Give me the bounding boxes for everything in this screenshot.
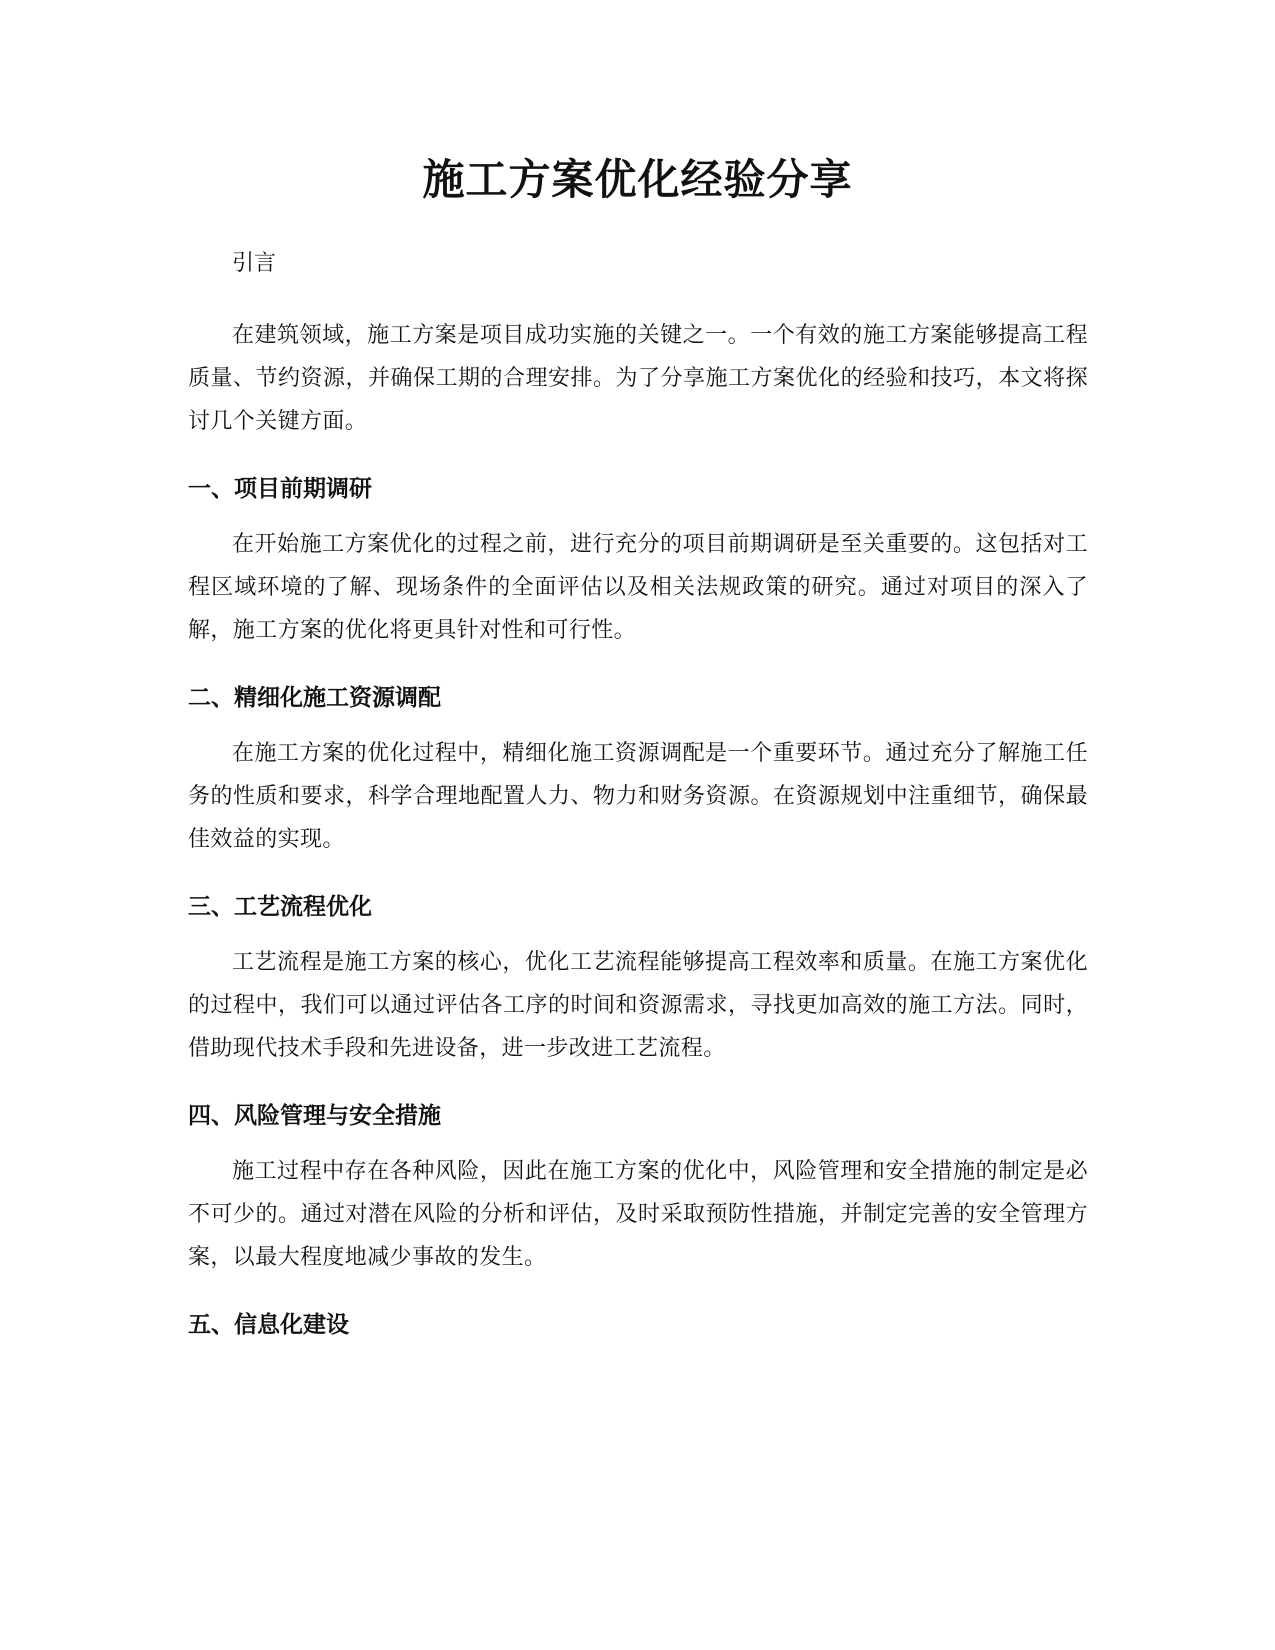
section-paragraph: 在开始施工方案优化的过程之前，进行充分的项目前期调研是至关重要的。这包括对工程区域环境的了解、现场条件的全面评估以及相关法规政策的研究。通过对项目的深入了解，施工方案的优化将更具针对性和可行性。: [188, 532, 1088, 643]
section-heading: 五、信息化建设: [188, 1312, 349, 1338]
section-paragraph: 施工过程中存在各种风险，因此在施工方案的优化中，风险管理和安全措施的制定是必不可少的。通过对潜在风险的分析和评估，及时采取预防性措施，并制定完善的安全管理方案，以最大程度地减少事故的发生。: [188, 1159, 1088, 1270]
intro-label: 引言: [232, 251, 277, 276]
section-risk: [188, 1094, 1088, 1279]
section-heading: 一、项目前期调研: [188, 476, 372, 502]
section-informatization: [188, 1303, 1088, 1347]
document-body: [188, 242, 1088, 1359]
section-paragraph: 工艺流程是施工方案的核心，优化工艺流程能够提高工程效率和质量。在施工方案优化的过程中，我们可以通过评估各工序的时间和资源需求，寻找更加高效的施工方法。同时，借助现代技术手段和先进设备，进一步改进工艺流程。: [188, 950, 1088, 1061]
section-paragraph: 在施工方案的优化过程中，精细化施工资源调配是一个重要环节。通过充分了解施工任务的性质和要求，科学合理地配置人力、物力和财务资源。在资源规划中注重细节，确保最佳效益的实现。: [188, 741, 1088, 852]
intro-paragraph: 在建筑领域，施工方案是项目成功实施的关键之一。一个有效的施工方案能够提高工程质量、节约资源，并确保工期的合理安排。为了分享施工方案优化的经验和技巧，本文将探讨几个关键方面。: [188, 323, 1088, 434]
section-heading: 二、精细化施工资源调配: [188, 685, 441, 711]
document-title: 施工方案优化经验分享: [422, 155, 853, 204]
section-process: [188, 885, 1088, 1070]
section-research: [188, 467, 1088, 652]
section-resources: [188, 676, 1088, 861]
section-heading: 四、风险管理与安全措施: [188, 1103, 441, 1129]
section-heading: 三、工艺流程优化: [188, 894, 372, 920]
